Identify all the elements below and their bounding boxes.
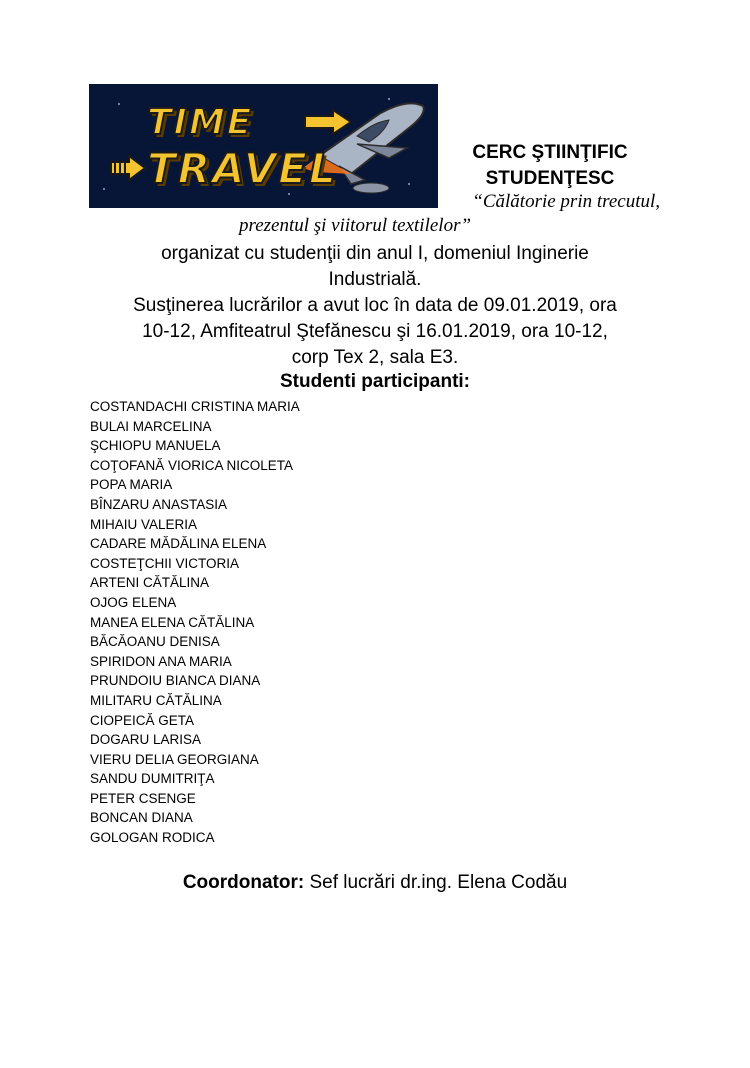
student-item: COŢOFANĂ VIORICA NICOLETA — [90, 457, 294, 473]
logo-text-travel: TRAVEL — [147, 144, 338, 193]
coordinator-label: Coordonator: — [182, 872, 305, 893]
page-title — [440, 140, 660, 192]
students-heading: Studenti participanti: — [280, 371, 470, 392]
time-travel-logo — [89, 84, 438, 208]
intro-line-4: 10-12, Amfiteatrul Ştefănescu şi 16.01.2019, ora 10-12, — [142, 321, 608, 342]
intro-line-3: Susţinerea lucrărilor a avut loc în data de 09.01.2019, ora — [133, 295, 617, 316]
title-line-1: CERC ŞTIINŢIFIC — [472, 142, 628, 163]
student-item: MILITARU CĂTĂLINA — [90, 692, 222, 708]
student-item: CADARE MĂDĂLINA ELENA — [90, 536, 267, 552]
logo-text-time: TIME — [147, 102, 254, 143]
students-list — [90, 397, 300, 848]
intro-line-5: corp Tex 2, sala E3. — [291, 347, 459, 368]
student-item: BONCAN DIANA — [90, 810, 193, 826]
student-item: BĂCĂOANU DENISA — [90, 634, 220, 650]
student-item: PETER CSENGE — [90, 790, 196, 806]
student-item: POPA MARIA — [90, 477, 173, 493]
student-item: PRUNDOIU BIANCA DIANA — [90, 673, 261, 689]
student-item: DOGARU LARISA — [90, 732, 202, 748]
student-item: OJOG ELENA — [90, 594, 177, 610]
student-item: GOLOGAN RODICA — [90, 830, 215, 846]
student-item: BULAI MARCELINA — [90, 418, 212, 434]
subtitle-line-2: prezentul şi viitorul textilelor” — [239, 215, 472, 236]
intro-paragraph — [88, 241, 662, 371]
student-item: VIERU DELIA GEORGIANA — [90, 751, 259, 767]
intro-line-2: Industrială. — [328, 269, 422, 290]
student-item: CIOPEICĂ GETA — [90, 712, 195, 728]
coordinator-value: Sef lucrări dr.ing. Elena Codău — [304, 872, 568, 893]
coordinator-line — [0, 872, 750, 894]
student-item: MIHAIU VALERIA — [90, 516, 198, 532]
title-line-2: STUDENŢESC — [485, 168, 615, 189]
subtitle-line-1: “Călătorie prin trecutul, — [472, 191, 660, 212]
student-item: COSTEŢCHII VICTORIA — [90, 555, 240, 571]
student-item: COSTANDACHI CRISTINA MARIA — [90, 399, 300, 414]
student-item: MANEA ELENA CĂTĂLINA — [90, 614, 255, 630]
student-item: SPIRIDON ANA MARIA — [90, 653, 232, 669]
student-item: ARTENI CĂTĂLINA — [90, 575, 210, 591]
intro-line-1: organizat cu studenţii din anul I, domeniul Inginerie — [161, 243, 589, 264]
student-item: SANDU DUMITRIŢA — [90, 771, 215, 787]
student-item: ŞCHIOPU MANUELA — [90, 438, 221, 454]
student-item: BÎNZARU ANASTASIA — [90, 496, 228, 512]
